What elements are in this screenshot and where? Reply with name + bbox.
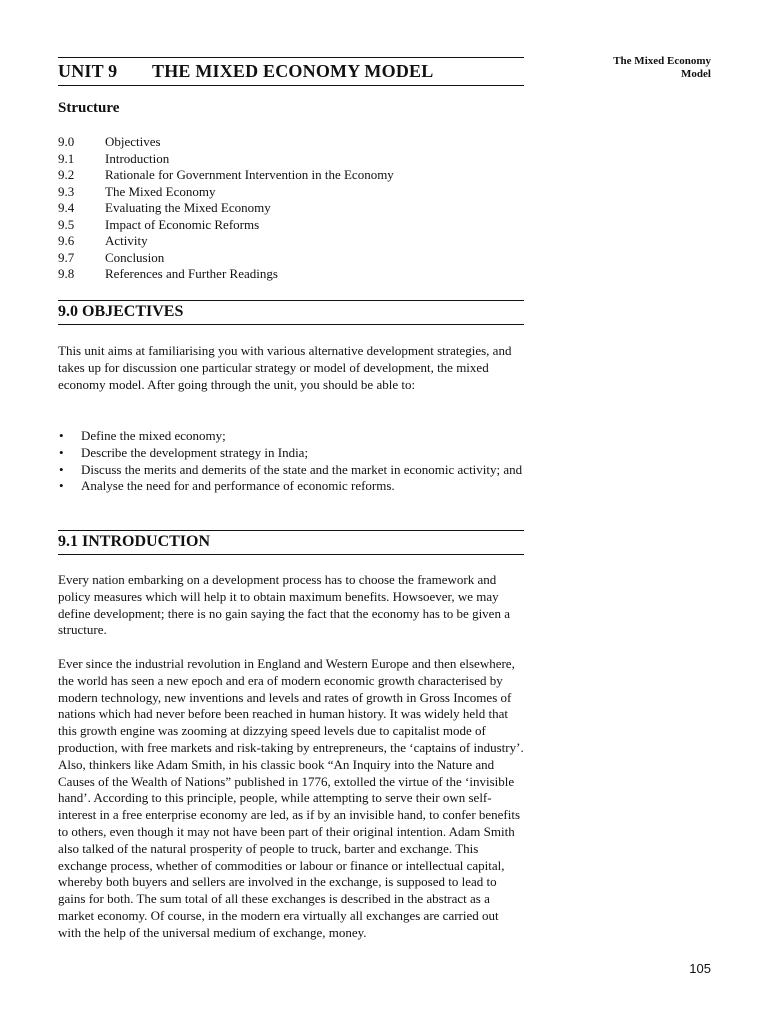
toc-item-label: Evaluating the Mixed Economy: [105, 200, 271, 215]
introduction-paragraph-1: Every nation embarking on a development process has to choose the framework and policy measures which will help it to obtain maximum benefits. Howsoever, we may define development; there is no gain saying the fact that the economy has to be given a structure.: [58, 572, 510, 638]
unit-name: THE MIXED ECONOMY MODEL: [152, 61, 434, 81]
bullet-icon: •: [59, 461, 64, 477]
table-of-contents: [58, 134, 524, 283]
list-item-text: Discuss the merits and demerits of the state and the market in economic activity; and: [81, 461, 523, 477]
toc-item-label: Rationale for Government Intervention in the Economy: [105, 167, 394, 182]
toc-item-number: 9.8: [58, 266, 75, 281]
bullet-icon: •: [59, 428, 64, 443]
toc-item: [58, 200, 524, 217]
list-item: [58, 478, 524, 495]
running-head: [560, 55, 711, 81]
toc-item-label: Introduction: [105, 150, 170, 166]
unit-title: [58, 61, 433, 82]
unit-number: UNIT 9: [58, 61, 118, 81]
toc-item: [58, 217, 524, 234]
page-number: 105: [689, 961, 711, 976]
introduction-heading-text: 9.1 INTRODUCTION: [58, 533, 211, 550]
toc-item-number: 9.6: [58, 233, 75, 248]
toc-item: [58, 266, 524, 283]
list-item: [58, 428, 524, 445]
toc-item-number: 9.4: [58, 200, 75, 215]
toc-item-number: 9.2: [58, 167, 75, 182]
bullet-icon: •: [59, 478, 64, 494]
toc-item: [58, 250, 524, 267]
toc-item-number: 9.5: [58, 216, 75, 232]
toc-item-label: References and Further Readings: [105, 266, 278, 281]
structure-heading: Structure: [58, 100, 120, 116]
list-item-text: Define the mixed economy;: [81, 428, 226, 443]
toc-item-label: Activity: [105, 233, 148, 248]
objectives-section-heading: [58, 300, 524, 325]
objectives-intro-paragraph: This unit aims at familiarising you with various alternative development strategies, and takes up for discussion one particular strategy or model of development, the mixed economy model. After going through the unit, you should be able to:: [58, 343, 512, 392]
toc-item-label: Impact of Economic Reforms: [105, 216, 260, 232]
toc-item-number: 9.0: [58, 134, 75, 149]
toc-item: [58, 167, 524, 184]
list-item: [58, 462, 524, 479]
toc-item-number: 9.3: [58, 183, 75, 199]
list-item-text: Analyse the need for and performance of economic reforms.: [81, 478, 395, 494]
introduction-paragraph-2: Ever since the industrial revolution in England and Western Europe and then elsewhere, the world has seen a new epoch and era of modern economic growth characterised by modern technology, new inventions and levels and rates of growth in Gross Incomes of nations which had never before been reached in human history. It was widely held that this growth engine was zooming at dizzying speed levels due to capitalist mode of production, with free markets and risk-taking by entrepreneurs, the ‘captains of industry’. Also, thinkers like Adam Smith, in his classic book “An Inquiry into the Nature and Causes of the Wealth of Nations” published in 1776, extolled the virtue of the ‘invisible hand’. According to this principle, people, while attempting to serve their own self-interest in a free enterprise economy are led, as if by an invisible hand, to confer benefits to others, even though it may not have been part of their original intention. Adam Smith also talked of the natural prosperity of people to truck, barter and exchange. This exchange process, whether of commodities or labour or finance or intellectual capital, whereby both buyers and sellers are involved in the exchange, is supposed to lead to gains for both. The sum total of all these exchanges is described in the abstract as a market economy. Of course, in the modern era virtually all exchanges are carried out with the help of the universal medium of exchange, money.: [58, 656, 524, 940]
toc-item-label: Conclusion: [105, 249, 165, 265]
unit-title-block: [58, 57, 524, 86]
toc-item: [58, 151, 524, 168]
list-item: [58, 445, 524, 462]
toc-item-label: The Mixed Economy: [105, 183, 216, 199]
toc-item-number: 9.1: [58, 150, 75, 166]
toc-item-label: Objectives: [105, 134, 161, 149]
toc-item: [58, 134, 524, 151]
objectives-bullet-list: [58, 428, 524, 495]
bullet-icon: •: [59, 444, 64, 460]
introduction-section-heading: [58, 530, 524, 555]
toc-item: [58, 184, 524, 201]
running-head-line-1: The Mixed Economy: [613, 55, 711, 67]
objectives-heading-text: 9.0 OBJECTIVES: [58, 303, 184, 320]
running-head-line-2: Model: [681, 68, 711, 80]
toc-item-number: 9.7: [58, 249, 75, 265]
list-item-text: Describe the development strategy in India;: [81, 444, 309, 460]
toc-item: [58, 233, 524, 250]
